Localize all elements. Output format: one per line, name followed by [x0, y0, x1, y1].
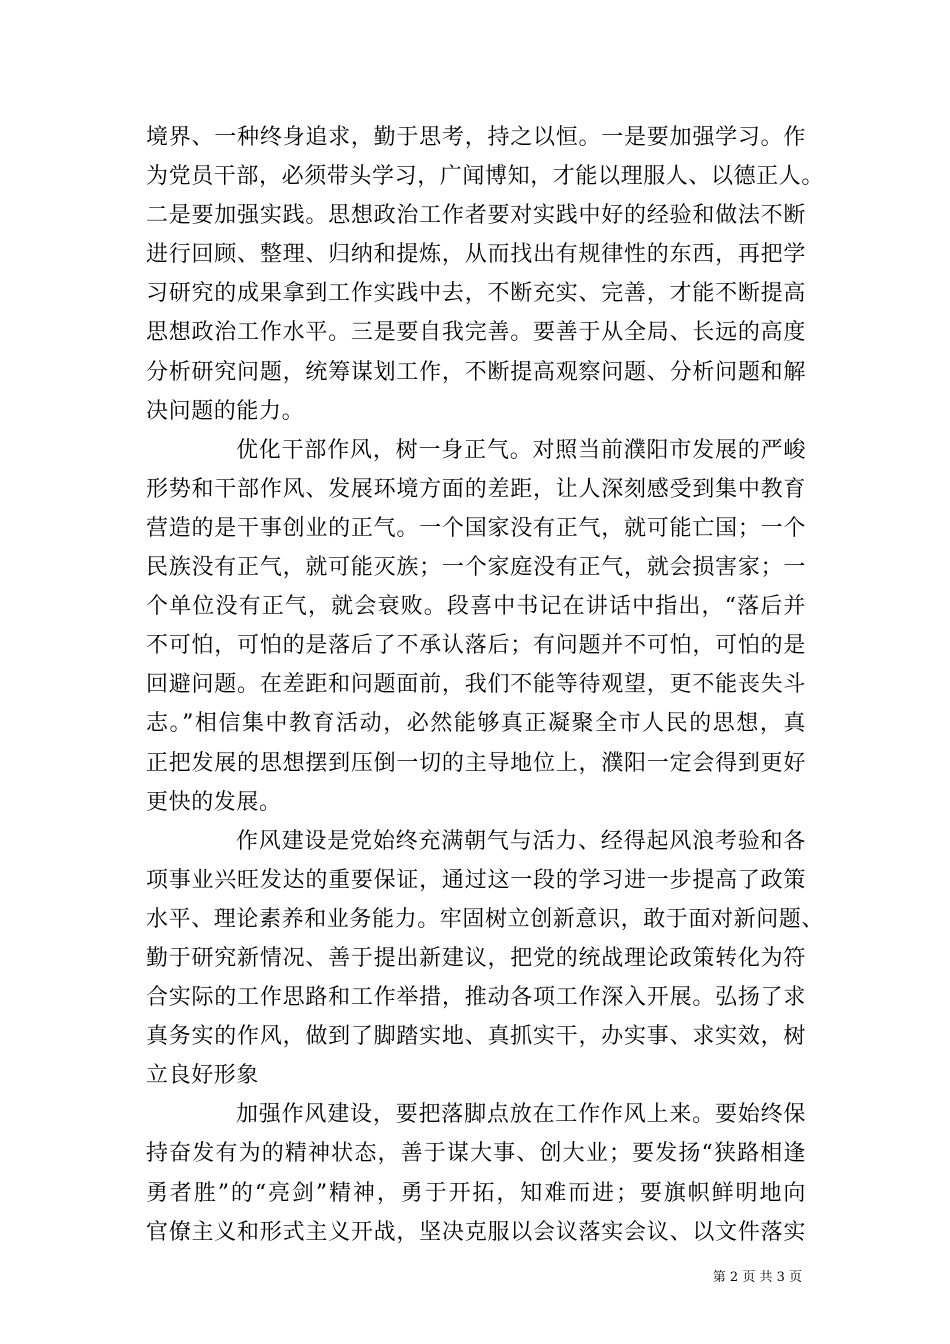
paragraph-2 [146, 431, 806, 822]
text-line: 境界、一种终身追求，勤于思考，持之以恒。一是要加强学习。作 [146, 125, 806, 150]
text-line: 项事业兴旺发达的重要保证，通过这一段的学习进一步提高了政策 [146, 867, 806, 893]
text-line: 形势和干部作风、发展环境方面的差距，让人深刻感受到集中教育 [146, 476, 806, 502]
text-line: 更快的发展。 [146, 789, 282, 815]
text-line: 分析研究问题，统筹谋划工作，不断提高观察问题、分析问题和解 [146, 359, 806, 385]
text-line: 进行回顾、整理、归纳和提炼，从而找出有规律性的东西，再把学 [146, 242, 806, 268]
text-line: 加强作风建设，要把落脚点放在工作作风上来。要始终保 [236, 1102, 806, 1128]
text-line: 优化干部作风，树一身正气。对照当前濮阳市发展的严峻 [236, 437, 806, 463]
text-line: 持奋发有为的精神状态，善于谋大事、创大业；要发扬“狭路相逢 [146, 1141, 806, 1167]
paragraph-1 [146, 118, 825, 431]
text-line: 回避问题。在差距和问题面前，我们不能等待观望，更不能丧失斗 [146, 672, 806, 698]
document-body [146, 118, 825, 1252]
text-line: 民族没有正气，就可能灭族；一个家庭没有正气，就会损害家；一 [146, 555, 806, 581]
text-line: 官僚主义和形式主义开战，坚决克服以会议落实会议、以文件落实 [146, 1219, 806, 1245]
text-line: 水平、理论素养和业务能力。牢固树立创新意识，敢于面对新问题、 [146, 906, 825, 932]
text-line: 合实际的工作思路和工作举措，推动各项工作深入开展。弘扬了求 [146, 985, 806, 1011]
text-line: 习研究的成果拿到工作实践中去，不断充实、完善，才能不断提高 [146, 281, 806, 307]
text-line: 勇者胜”的“亮剑”精神，勇于开拓，知难而进；要旗帜鲜明地向 [146, 1180, 806, 1206]
text-line: 作风建设是党始终充满朝气与活力、经得起风浪考验和各 [236, 828, 806, 854]
page-footer [0, 1266, 802, 1285]
paragraph-4 [146, 1095, 806, 1251]
text-line: 营造的是干事创业的正气。一个国家没有正气，就可能亡国；一个 [146, 515, 806, 541]
paragraph-3 [146, 822, 825, 1096]
text-line: 个单位没有正气，就会衰败。段喜中书记在讲话中指出，“落后并 [146, 594, 806, 620]
text-line: 二是要加强实践。思想政治工作者要对实践中好的经验和做法不断 [146, 203, 806, 229]
text-line: 不可怕，可怕的是落后了不承认落后；有问题并不可怕，可怕的是 [146, 633, 806, 659]
text-line: 正把发展的思想摆到压倒一切的主导地位上，濮阳一定会得到更好 [146, 750, 806, 776]
text-line: 决问题的能力。 [146, 398, 305, 424]
text-line: 立良好形象 [146, 1063, 260, 1089]
text-line: 思想政治工作水平。三是要自我完善。要善于从全局、长远的高度 [146, 320, 806, 346]
page-number-label: 第 2 页 共 3 页 [712, 1270, 802, 1285]
text-line: 志。”相信集中教育活动，必然能够真正凝聚全市人民的思想，真 [146, 711, 806, 737]
text-line: 勤于研究新情况、善于提出新建议，把党的统战理论政策转化为符 [146, 945, 806, 971]
text-line: 为党员干部，必须带头学习，广闻博知，才能以理服人、以德正人。 [146, 164, 825, 190]
text-line: 真务实的作风，做到了脚踏实地、真抓实干，办实事、求实效，树 [146, 1024, 806, 1050]
